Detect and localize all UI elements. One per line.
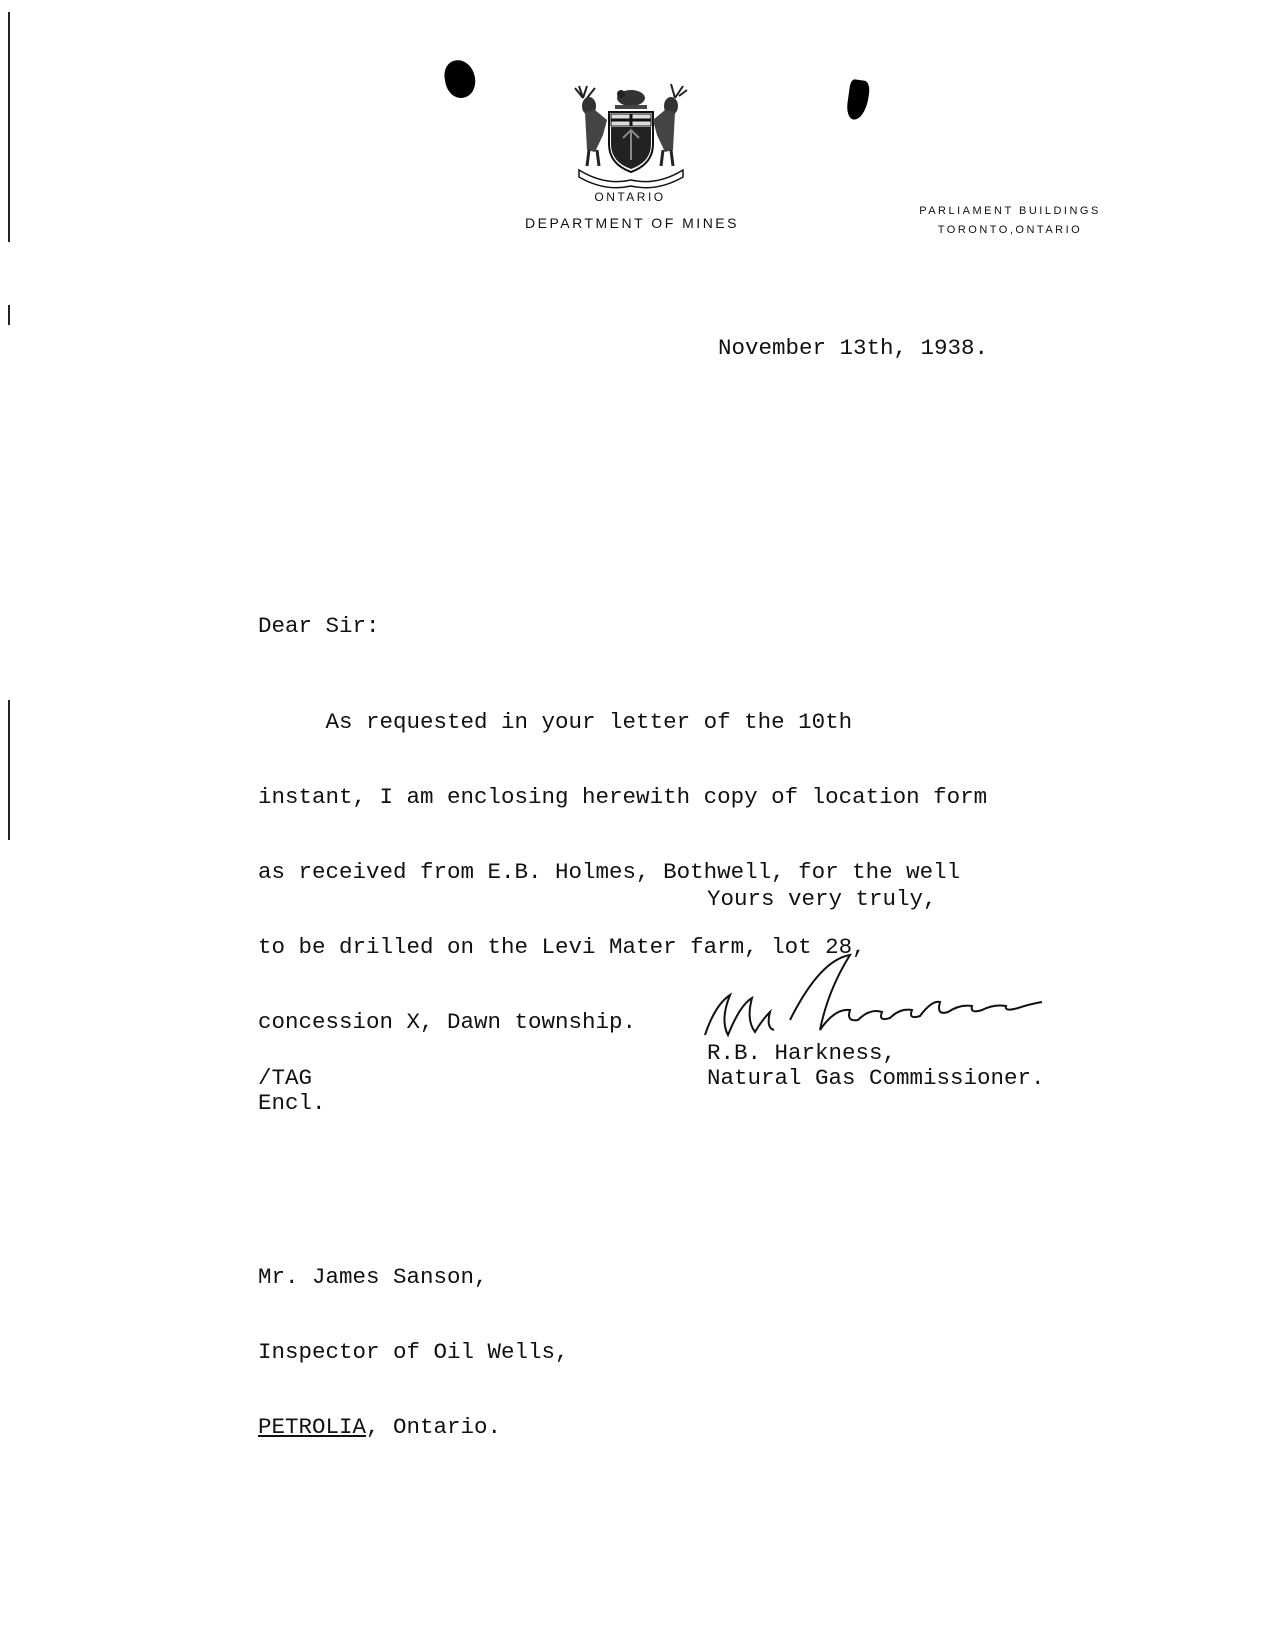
handwritten-signature <box>700 950 1100 1050</box>
letterhead-address-line2: TORONTO,ONTARIO <box>937 224 1083 236</box>
addressee-city: PETROLIA <box>258 1414 367 1440</box>
scan-edge-line <box>8 305 10 325</box>
scan-edge-line <box>8 700 10 840</box>
letterhead-department: DEPARTMENT OF MINES <box>525 215 739 231</box>
scan-edge-line <box>8 12 10 242</box>
body-line: instant, I am enclosing herewith copy of location form <box>258 784 988 810</box>
letterhead-province: ONTARIO <box>594 190 666 204</box>
coat-of-arms-icon <box>565 80 697 190</box>
addressee-location <box>258 1415 569 1440</box>
typist-initials: /TAG <box>258 1065 313 1091</box>
addressee-title: Inspector of Oil Wells, <box>258 1339 569 1365</box>
body-line: to be drilled on the Levi Mater farm, lot 28, <box>258 934 866 960</box>
letter-closing: Yours very truly, <box>707 886 937 912</box>
letter-date: November 13th, 1938. <box>718 335 989 361</box>
salutation: Dear Sir: <box>258 613 380 639</box>
letterhead-address-line1: PARLIAMENT BUILDINGS <box>919 205 1101 217</box>
body-line: as received from E.B. Holmes, Bothwell, for the well <box>258 859 961 885</box>
signatory-name: R.B. Harkness, <box>707 1040 897 1066</box>
addressee-province: , Ontario. <box>366 1414 502 1440</box>
punch-hole-mark <box>442 58 478 101</box>
addressee-block <box>258 1215 569 1490</box>
addressee-name: Mr. James Sanson, <box>258 1264 488 1290</box>
punch-hole-mark <box>845 79 870 121</box>
body-line: As requested in your letter of the 10th <box>258 709 853 735</box>
body-line: concession X, Dawn township. <box>258 1009 637 1035</box>
signatory-title: Natural Gas Commissioner. <box>707 1065 1045 1091</box>
enclosure-note: Encl. <box>258 1090 326 1116</box>
